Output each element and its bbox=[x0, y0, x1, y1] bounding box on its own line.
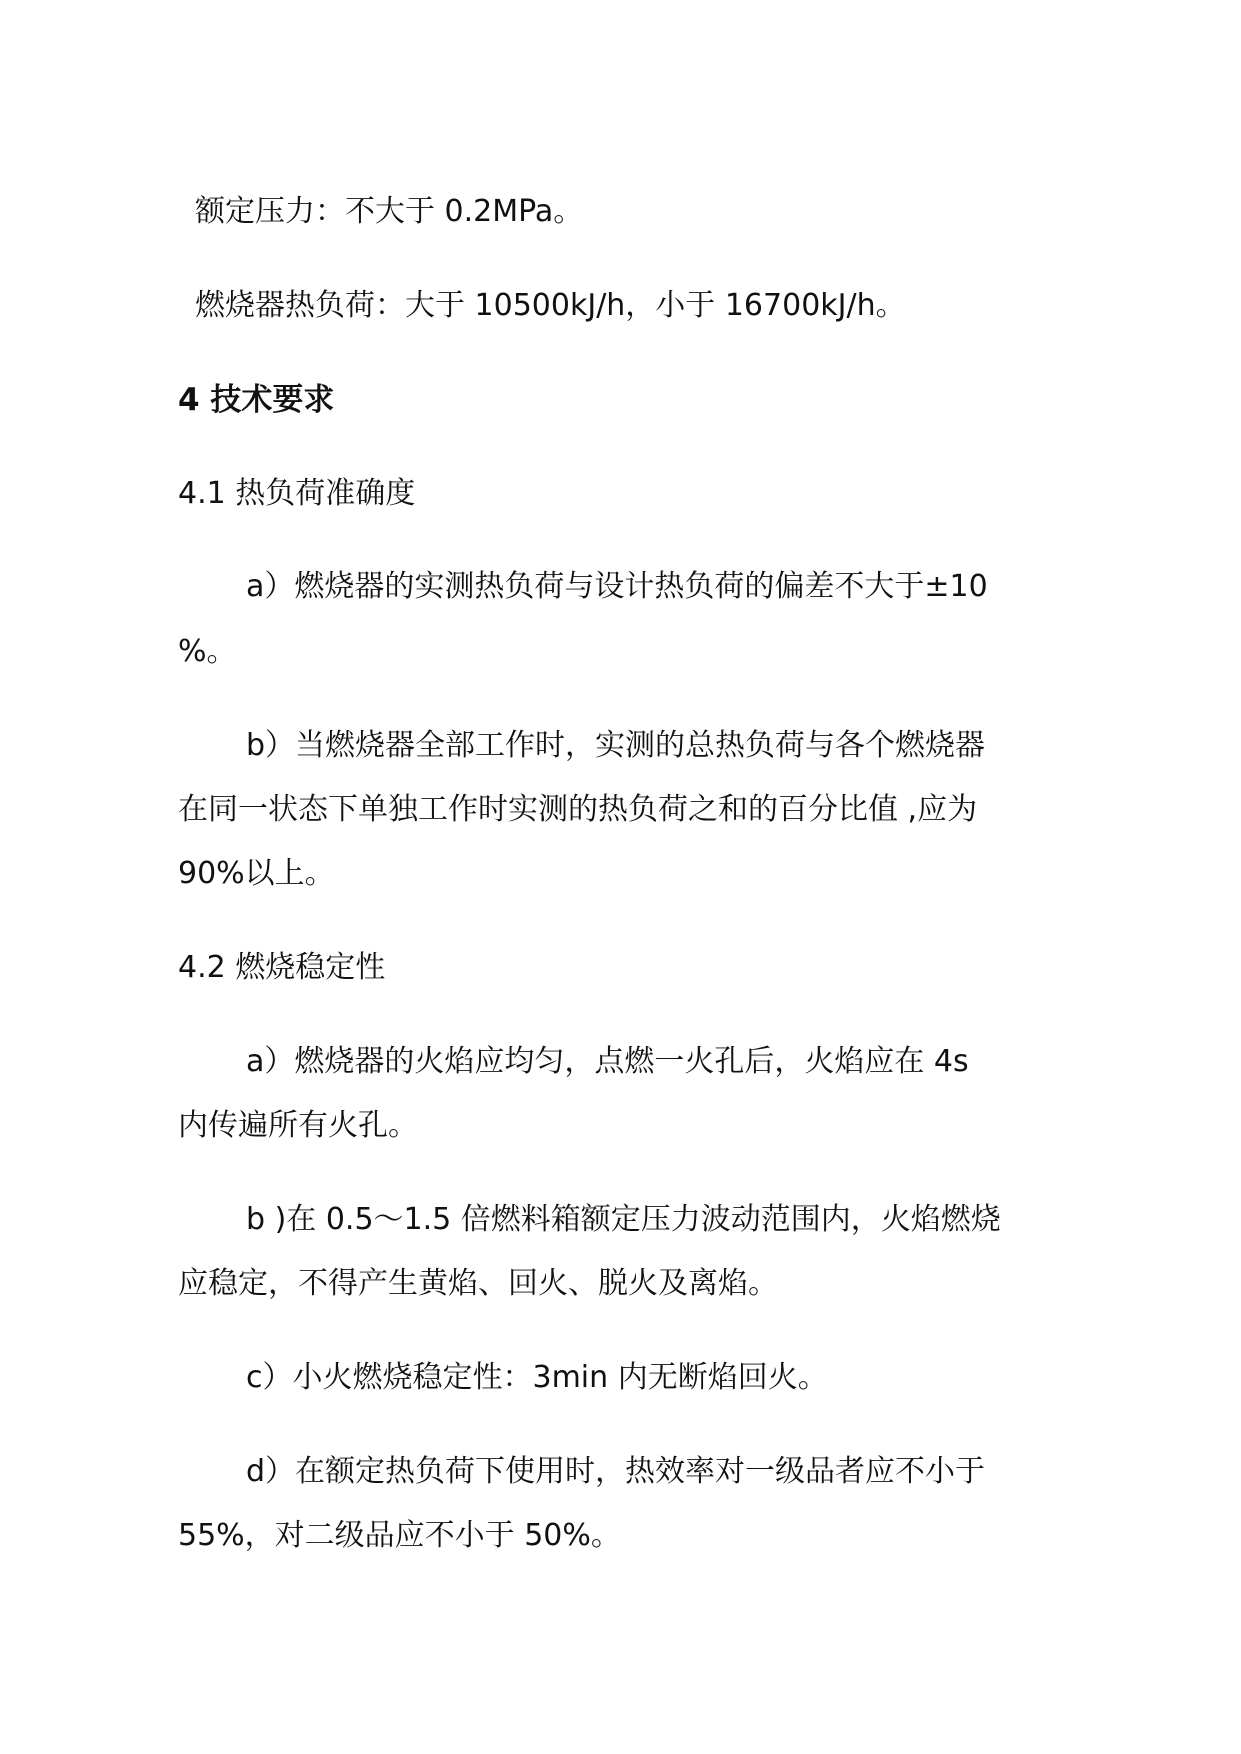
item-4-2-b-line-1: b )在 0.5～1.5 倍燃料箱额定压力波动范围内，火焰燃烧 bbox=[246, 1202, 1001, 1237]
heat-load-line: 燃烧器热负荷：大于 10500kJ/h，小于 16700kJ/h。 bbox=[195, 288, 906, 323]
item-4-2-a-line-1: a）燃烧器的火焰应均匀，点燃一火孔后，火焰应在 4s bbox=[246, 1044, 969, 1079]
section-4-heading: 4 技术要求 bbox=[178, 382, 335, 418]
section-4-2-heading: 4.2 燃烧稳定性 bbox=[178, 950, 386, 985]
item-4-2-c-line-1: c）小火燃烧稳定性：3min 内无断焰回火。 bbox=[246, 1360, 828, 1395]
item-4-2-a-line-2: 内传遍所有火孔。 bbox=[178, 1108, 418, 1143]
item-4-1-a-line-2: %。 bbox=[178, 634, 237, 669]
item-4-1-b-line-1: b）当燃烧器全部工作时，实测的总热负荷与各个燃烧器 bbox=[246, 728, 986, 763]
item-4-1-a-line-1: a）燃烧器的实测热负荷与设计热负荷的偏差不大于±10 bbox=[246, 569, 988, 604]
item-4-2-d-line-2: 55%，对二级品应不小于 50%。 bbox=[178, 1518, 621, 1553]
section-4-1-heading: 4.1 热负荷准确度 bbox=[178, 476, 416, 511]
rated-pressure-line: 额定压力：不大于 0.2MPa。 bbox=[195, 194, 584, 229]
item-4-1-b-line-2: 在同一状态下单独工作时实测的热负荷之和的百分比值 ,应为 bbox=[178, 792, 978, 827]
item-4-2-d-line-1: d）在额定热负荷下使用时，热效率对一级品者应不小于 bbox=[246, 1454, 986, 1489]
item-4-2-b-line-2: 应稳定，不得产生黄焰、回火、脱火及离焰。 bbox=[178, 1266, 778, 1301]
item-4-1-b-line-3: 90%以上。 bbox=[178, 856, 335, 891]
